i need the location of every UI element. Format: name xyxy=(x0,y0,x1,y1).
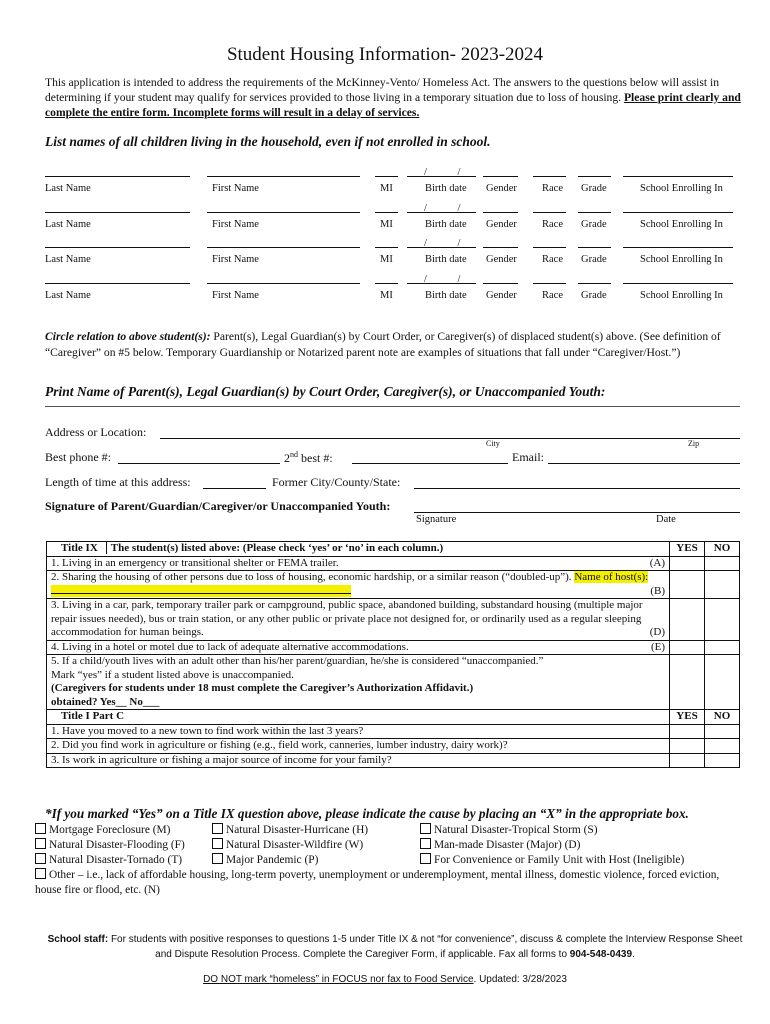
child-school-caption: School Enrolling In xyxy=(640,183,723,194)
child-field[interactable] xyxy=(207,247,360,248)
child-field[interactable] xyxy=(45,176,190,177)
second-phone-field[interactable] xyxy=(352,463,508,464)
child-gender-caption: Gender xyxy=(486,183,517,194)
child-field[interactable] xyxy=(533,247,566,248)
question-4-code: (E) xyxy=(650,640,665,653)
cause-option[interactable] xyxy=(35,823,170,836)
child-birth-caption: Birth date xyxy=(425,183,467,194)
checkbox-icon[interactable] xyxy=(212,823,223,834)
title-ix-table xyxy=(46,541,740,768)
checkbox-icon[interactable] xyxy=(212,838,223,849)
child-last-caption: Last Name xyxy=(45,183,91,194)
cause-label: Natural Disaster-Tropical Storm (S) xyxy=(434,824,598,836)
yes-header: YES xyxy=(670,710,705,725)
child-field[interactable] xyxy=(207,283,360,284)
cause-option[interactable] xyxy=(35,838,185,851)
child-school-caption: School Enrolling In xyxy=(640,254,723,265)
table-header-text: The student(s) listed above: (Please check ‘yes’ or ‘no’ in each column.) xyxy=(106,542,443,554)
cause-option[interactable] xyxy=(420,823,598,836)
child-field[interactable] xyxy=(375,176,398,177)
title-i-question-3: 3. Is work in agriculture or fishing a major source of income for your family? xyxy=(47,753,670,768)
title-ix-label: Title IX xyxy=(61,542,98,554)
table-header-row xyxy=(47,542,740,557)
cause-label: Natural Disaster-Wildfire (W) xyxy=(226,839,364,851)
print-name-label: Print Name of Parent(s), Legal Guardian(s) by Court Order, Caregiver(s), or Unaccompanied Youth: xyxy=(45,384,606,399)
cause-label: Natural Disaster-Hurricane (H) xyxy=(226,824,369,836)
question-2-code: (B) xyxy=(650,584,665,597)
yes-checkbox[interactable] xyxy=(670,739,705,754)
table-row xyxy=(47,724,740,739)
length-label: Length of time at this address: xyxy=(45,475,191,489)
child-birth-caption: Birth date xyxy=(425,254,467,265)
checkbox-icon[interactable] xyxy=(420,853,431,864)
child-field[interactable] xyxy=(483,247,518,248)
question-2-cell xyxy=(47,571,670,599)
child-gender-caption: Gender xyxy=(486,254,517,265)
intro-paragraph xyxy=(45,75,745,120)
title-i-label: Title I Part C xyxy=(47,710,670,725)
email-label: Email: xyxy=(512,450,544,464)
child-field[interactable] xyxy=(483,283,518,284)
no-header: NO xyxy=(705,710,740,725)
title-i-question-2: 2. Did you find work in agriculture or fishing (e.g., field work, canneries, lumber industry, dairy work)? xyxy=(47,739,670,754)
yes-checkbox[interactable] xyxy=(670,640,705,655)
child-first-caption: First Name xyxy=(212,254,259,265)
child-field[interactable] xyxy=(623,283,733,284)
birth-date-slashes: / / xyxy=(424,238,475,249)
child-grade-caption: Grade xyxy=(581,183,607,194)
cause-label: Natural Disaster-Tornado (T) xyxy=(49,854,183,866)
child-mi-caption: MI xyxy=(380,219,393,230)
cause-label: Man-made Disaster (Major) (D) xyxy=(434,839,581,851)
length-field[interactable] xyxy=(203,488,266,489)
second-phone-label: 2nd best #: xyxy=(284,450,333,465)
table-row xyxy=(47,655,740,710)
child-field[interactable] xyxy=(578,176,611,177)
child-field[interactable] xyxy=(45,283,190,284)
cause-label: Mortgage Foreclosure (M) xyxy=(49,824,171,836)
table-header-cell xyxy=(47,542,670,557)
email-field[interactable] xyxy=(548,463,740,464)
table-row xyxy=(47,753,740,768)
cause-option[interactable] xyxy=(212,853,318,866)
child-field[interactable] xyxy=(45,247,190,248)
checkbox-icon[interactable] xyxy=(212,853,223,864)
table-row xyxy=(47,640,740,655)
relation-paragraph xyxy=(45,329,745,360)
child-field[interactable] xyxy=(533,212,566,213)
intro-bold-instruction: Please print clearly and complete the entire form. Incomplete forms will result in a delay of services. xyxy=(45,91,741,119)
child-first-caption: First Name xyxy=(212,183,259,194)
question-5-line2: Mark “yes” if a student listed above is unaccompanied. xyxy=(51,668,294,681)
birth-date-slashes: / / xyxy=(424,203,475,214)
affidavit-obtained[interactable]: obtained? Yes__ No___ xyxy=(51,695,160,708)
yes-checkbox[interactable] xyxy=(670,753,705,768)
child-field[interactable] xyxy=(45,212,190,213)
child-field[interactable] xyxy=(623,212,733,213)
footer-warning: DO NOT mark “homeless” in FOCUS nor fax to Food Service xyxy=(203,974,474,985)
yes-checkbox[interactable] xyxy=(670,599,705,641)
child-field[interactable] xyxy=(623,176,733,177)
child-first-caption: First Name xyxy=(212,219,259,230)
no-checkbox[interactable] xyxy=(705,556,740,571)
question-5-line1: 5. If a child/youth lives with an adult other than his/her parent/guardian, he/she is considered “unaccompanied.” xyxy=(51,655,544,667)
no-checkbox[interactable] xyxy=(705,753,740,768)
intro-text: This application is intended to address the requirements of the McKinney-Vento/ Homeless Act. The answers to the questions below will assist in determining if your student may qualify for services provided to those living in a temporary situation due to loss of housing. xyxy=(45,76,720,104)
child-race-caption: Race xyxy=(542,219,563,230)
yes-header: YES xyxy=(670,542,705,557)
relation-label: Circle relation to above student(s): xyxy=(45,330,211,343)
signature-caption: Signature xyxy=(416,514,457,525)
cause-label: Major Pandemic (P) xyxy=(226,854,319,866)
checkbox-icon[interactable] xyxy=(35,823,46,834)
yes-checkbox[interactable] xyxy=(670,655,705,710)
question-2-text: 2. Sharing the housing of other persons due to loss of housing, economic hardship, or a similar reason (“doubled-up”). xyxy=(51,571,572,583)
no-checkbox[interactable] xyxy=(705,640,740,655)
question-4-text: 4. Living in a hotel or motel due to lack of adequate alternative accommodations. xyxy=(51,640,409,653)
cause-label: Natural Disaster-Flooding (F) xyxy=(49,839,185,851)
child-field[interactable] xyxy=(207,212,360,213)
child-field[interactable] xyxy=(533,283,566,284)
cause-label: For Convenience or Family Unit with Host (Ineligible) xyxy=(434,854,685,866)
child-field[interactable] xyxy=(375,247,398,248)
staff-label: School staff: xyxy=(47,934,109,945)
child-race-caption: Race xyxy=(542,290,563,301)
child-gender-caption: Gender xyxy=(486,219,517,230)
child-race-caption: Race xyxy=(542,254,563,265)
former-field[interactable] xyxy=(414,488,740,489)
school-staff-note: School staff: For students with positive responses to questions 1-5 under Title IX & not “for convenience”, discuss & complete the Interview Response Sheet and Dispute Resolution Process. Complete the Caregiver Form, if applicable. Fax all forms to 904-548-0439. xyxy=(47,934,743,960)
child-mi-caption: MI xyxy=(380,183,393,194)
print-name-line[interactable] xyxy=(45,406,740,407)
birth-date-slashes: / / xyxy=(424,274,475,285)
table-row xyxy=(47,571,740,599)
footer-updated: . Updated: 3/28/2023 xyxy=(473,974,567,985)
no-checkbox[interactable] xyxy=(705,655,740,710)
checkbox-icon[interactable] xyxy=(420,838,431,849)
address-field[interactable] xyxy=(160,438,740,439)
no-checkbox[interactable] xyxy=(705,724,740,739)
question-4-cell xyxy=(47,640,670,655)
question-5-line3: (Caregivers for students under 18 must complete the Caregiver’s Authorization Affidavit.) xyxy=(51,682,474,694)
yes-checkbox[interactable] xyxy=(670,556,705,571)
address-label: Address or Location: xyxy=(45,425,147,439)
question-3-cell xyxy=(47,599,670,641)
child-last-caption: Last Name xyxy=(45,219,91,230)
other-text: Other – i.e., lack of affordable housing, long-term poverty, unemployment or underemployment, mental illness, domestic violence, forced eviction, house fire or flood, etc. (N) xyxy=(35,869,720,896)
question-3-code: (D) xyxy=(649,626,665,638)
no-header: NO xyxy=(705,542,740,557)
yes-checkbox[interactable] xyxy=(670,724,705,739)
question-3-text: 3. Living in a car, park, temporary trailer park or campground, public space, abandoned building, substandard housing (multiple major repair issues needed), bus or train station, or any other public or private place not designed for, or ordinarily used as a regular sleeping accommodation for human beings. xyxy=(51,599,643,638)
child-birth-caption: Birth date xyxy=(425,219,467,230)
child-field[interactable] xyxy=(623,247,733,248)
form-title: Student Housing Information- 2023-2024 xyxy=(226,44,544,65)
child-field[interactable] xyxy=(375,283,398,284)
staff-text: For students with positive responses to questions 1-5 under Title IX & not “for convenience”, discuss & complete the Interview Response Sheet and Dispute Resolution Process. Complete the Caregiver Form, if applicable. Fax all forms to xyxy=(108,934,743,960)
child-mi-caption: MI xyxy=(380,254,393,265)
cause-option[interactable] xyxy=(212,823,368,836)
children-heading: List names of all children living in the household, even if not enrolled in school. xyxy=(45,134,491,149)
footer xyxy=(0,974,770,985)
cause-heading: *If you marked “Yes” on a Title IX question above, please indicate the cause by placing an “X” in the appropriate box. xyxy=(45,806,689,821)
table-row xyxy=(47,739,740,754)
fax-number: 904-548-0439 xyxy=(569,949,633,960)
cause-option[interactable] xyxy=(35,853,182,866)
child-field[interactable] xyxy=(578,283,611,284)
checkbox-icon[interactable] xyxy=(420,823,431,834)
child-mi-caption: MI xyxy=(380,290,393,301)
relation-text: Parent(s), Legal Guardian(s) by Court Order, or Caregiver(s) of displaced student(s) above. (See definition of “Caregiver” on #5 below. Temporary Guardianship or Notarized parent note are examples of situations that fall under “Caregiver/Host.”) xyxy=(45,330,721,359)
child-field[interactable] xyxy=(483,212,518,213)
child-last-caption: Last Name xyxy=(45,290,91,301)
title-i-header-row xyxy=(47,710,740,725)
question-1-cell xyxy=(47,556,670,571)
signature-label: Signature of Parent/Guardian/Caregiver/or Unaccompanied Youth: xyxy=(45,499,391,513)
child-first-caption: First Name xyxy=(212,290,259,301)
child-gender-caption: Gender xyxy=(486,290,517,301)
child-field[interactable] xyxy=(533,176,566,177)
signature-field[interactable] xyxy=(414,512,740,513)
no-checkbox[interactable] xyxy=(705,571,740,599)
cause-option[interactable] xyxy=(212,838,363,851)
child-field[interactable] xyxy=(375,212,398,213)
former-label: Former City/County/State: xyxy=(272,475,401,489)
no-checkbox[interactable] xyxy=(705,599,740,641)
checkbox-icon[interactable] xyxy=(35,838,46,849)
child-birth-caption: Birth date xyxy=(425,290,467,301)
child-field[interactable] xyxy=(578,247,611,248)
best-phone-label: Best phone #: xyxy=(45,450,111,464)
table-row xyxy=(47,556,740,571)
child-field[interactable] xyxy=(207,176,360,177)
child-race-caption: Race xyxy=(542,183,563,194)
child-school-caption: School Enrolling In xyxy=(640,219,723,230)
cause-option[interactable] xyxy=(420,853,684,866)
checkbox-icon[interactable] xyxy=(35,868,46,879)
question-5-cell xyxy=(47,655,670,710)
checkbox-icon[interactable] xyxy=(35,853,46,864)
city-caption: City xyxy=(486,439,500,448)
child-grade-caption: Grade xyxy=(581,219,607,230)
cause-option[interactable] xyxy=(420,838,580,851)
question-1-text: 1. Living in an emergency or transitional shelter or FEMA trailer. xyxy=(51,556,339,569)
child-grade-caption: Grade xyxy=(581,290,607,301)
child-last-caption: Last Name xyxy=(45,254,91,265)
best-phone-field[interactable] xyxy=(118,463,280,464)
other-option[interactable] xyxy=(35,868,740,898)
child-field[interactable] xyxy=(578,212,611,213)
zip-caption: Zip xyxy=(688,439,700,448)
yes-checkbox[interactable] xyxy=(670,571,705,599)
child-school-caption: School Enrolling In xyxy=(640,290,723,301)
title-i-question-1: 1. Have you moved to a new town to find work within the last 3 years? xyxy=(47,724,670,739)
date-caption: Date xyxy=(656,514,676,525)
table-row xyxy=(47,599,740,641)
host-name-field[interactable]: Name of host(s): xyxy=(51,571,648,597)
child-grade-caption: Grade xyxy=(581,254,607,265)
child-field[interactable] xyxy=(483,176,518,177)
no-checkbox[interactable] xyxy=(705,739,740,754)
birth-date-slashes: / / xyxy=(424,167,475,178)
question-1-code: (A) xyxy=(649,556,665,569)
